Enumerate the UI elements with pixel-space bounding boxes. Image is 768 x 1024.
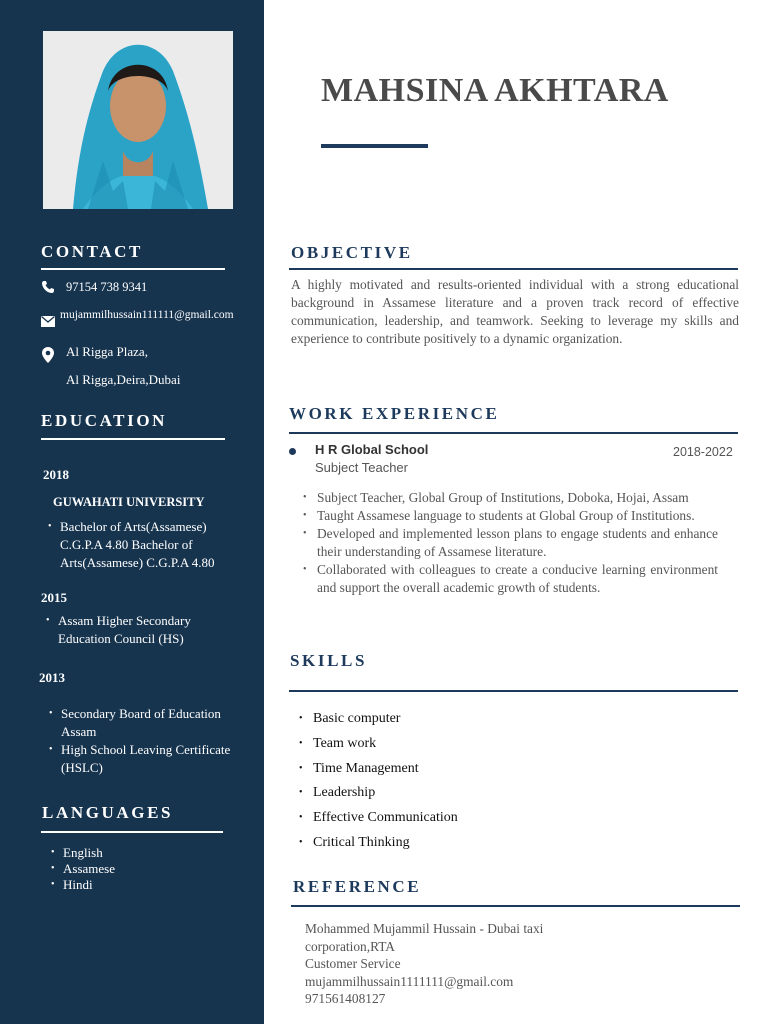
phone-icon bbox=[41, 280, 55, 294]
work-heading: WORK EXPERIENCE bbox=[289, 404, 500, 423]
list-item: • Assam Higher Secondary Education Council (HS) bbox=[44, 612, 219, 648]
objective-divider bbox=[289, 268, 738, 270]
skills-list bbox=[299, 707, 599, 856]
contact-email: mujammilhussain111111@gmail.com bbox=[60, 309, 234, 321]
list-item: • Collaborated with colleagues to create a conducive learning environment and support the overall academic growth of students. bbox=[305, 561, 718, 597]
reference-email: mujammilhussain1111111@gmail.com bbox=[305, 973, 514, 989]
list-item: • Critical Thinking bbox=[299, 831, 599, 856]
list-item: • Bachelor of Arts(Assamese) C.G.P.A 4.80 Bachelor of Arts(Assamese) C.G.P.A 4.80 bbox=[46, 518, 236, 572]
list-item: • Effective Communication bbox=[299, 806, 599, 831]
education-list bbox=[47, 705, 247, 777]
work-employer: H R Global School bbox=[315, 442, 429, 457]
list-item: • Leadership bbox=[299, 781, 599, 806]
reference-line: Customer Service bbox=[305, 956, 401, 972]
education-year: 2013 bbox=[39, 670, 65, 685]
reference-divider bbox=[291, 905, 740, 907]
list-item: • Basic computer bbox=[299, 707, 599, 732]
reference-line: Mohammed Mujammil Hussain - Dubai taxi bbox=[305, 921, 544, 936]
timeline-dot bbox=[289, 448, 296, 455]
contact-address-line1: Al Rigga Plaza, bbox=[66, 344, 148, 359]
list-item: • High School Leaving Certificate (HSLC) bbox=[47, 741, 247, 777]
skills-divider bbox=[289, 690, 738, 692]
list-item: • Taught Assamese language to students at Global Group of Institutions. bbox=[305, 507, 718, 525]
list-item: • Developed and implemented lesson plans to engage students and enhance their understanding of Assamese literature. bbox=[305, 525, 718, 561]
languages-divider bbox=[41, 831, 223, 833]
languages-list bbox=[49, 845, 199, 893]
reference-line: corporation,RTA bbox=[305, 938, 395, 954]
languages-heading: LANGUAGES bbox=[42, 803, 174, 822]
work-divider bbox=[289, 432, 738, 434]
education-divider bbox=[41, 438, 225, 440]
list-item: • English bbox=[49, 845, 199, 861]
page-title: MAHSINA AKHTARA bbox=[321, 72, 669, 109]
reference-phone: 971561408127 bbox=[305, 991, 386, 1007]
profile-photo bbox=[43, 31, 233, 209]
list-item: • Team work bbox=[299, 732, 599, 757]
list-item: • Assamese bbox=[49, 861, 199, 877]
work-duties-list bbox=[305, 489, 718, 597]
mail-icon bbox=[41, 314, 55, 325]
contact-divider bbox=[41, 268, 225, 270]
list-item: • Secondary Board of Education Assam bbox=[47, 705, 247, 741]
education-list bbox=[46, 518, 236, 572]
education-year: 2015 bbox=[41, 590, 67, 605]
work-dates: 2018-2022 bbox=[673, 445, 733, 459]
objective-heading: OBJECTIVE bbox=[291, 243, 413, 262]
location-pin-icon bbox=[42, 347, 54, 363]
title-underline bbox=[321, 144, 428, 148]
work-role: Subject Teacher bbox=[315, 460, 408, 475]
contact-phone: 97154 738 9341 bbox=[66, 280, 148, 294]
list-item: • Hindi bbox=[49, 877, 199, 893]
contact-heading: CONTACT bbox=[41, 242, 143, 261]
reference-heading: REFERENCE bbox=[293, 877, 422, 896]
objective-text: A highly motivated and results-oriented individual with a strong educational background in Assamese literature and a proven track record of effective communication, leadership, and teamwork. Seeking to leverage my skills and experience to contribute positively to a dynamic organization. bbox=[291, 277, 739, 346]
contact-address-line2: Al Rigga,Deira,Dubai bbox=[66, 372, 181, 387]
education-heading: EDUCATION bbox=[41, 411, 168, 430]
education-list bbox=[44, 612, 219, 648]
skills-heading: SKILLS bbox=[290, 651, 368, 670]
education-institution: GUWAHATI UNIVERSITY bbox=[53, 495, 205, 509]
education-year: 2018 bbox=[43, 467, 69, 482]
sidebar bbox=[0, 0, 264, 1024]
list-item: • Time Management bbox=[299, 757, 599, 782]
reference-block bbox=[305, 920, 725, 1008]
list-item: • Subject Teacher, Global Group of Institutions, Doboka, Hojai, Assam bbox=[305, 489, 718, 507]
